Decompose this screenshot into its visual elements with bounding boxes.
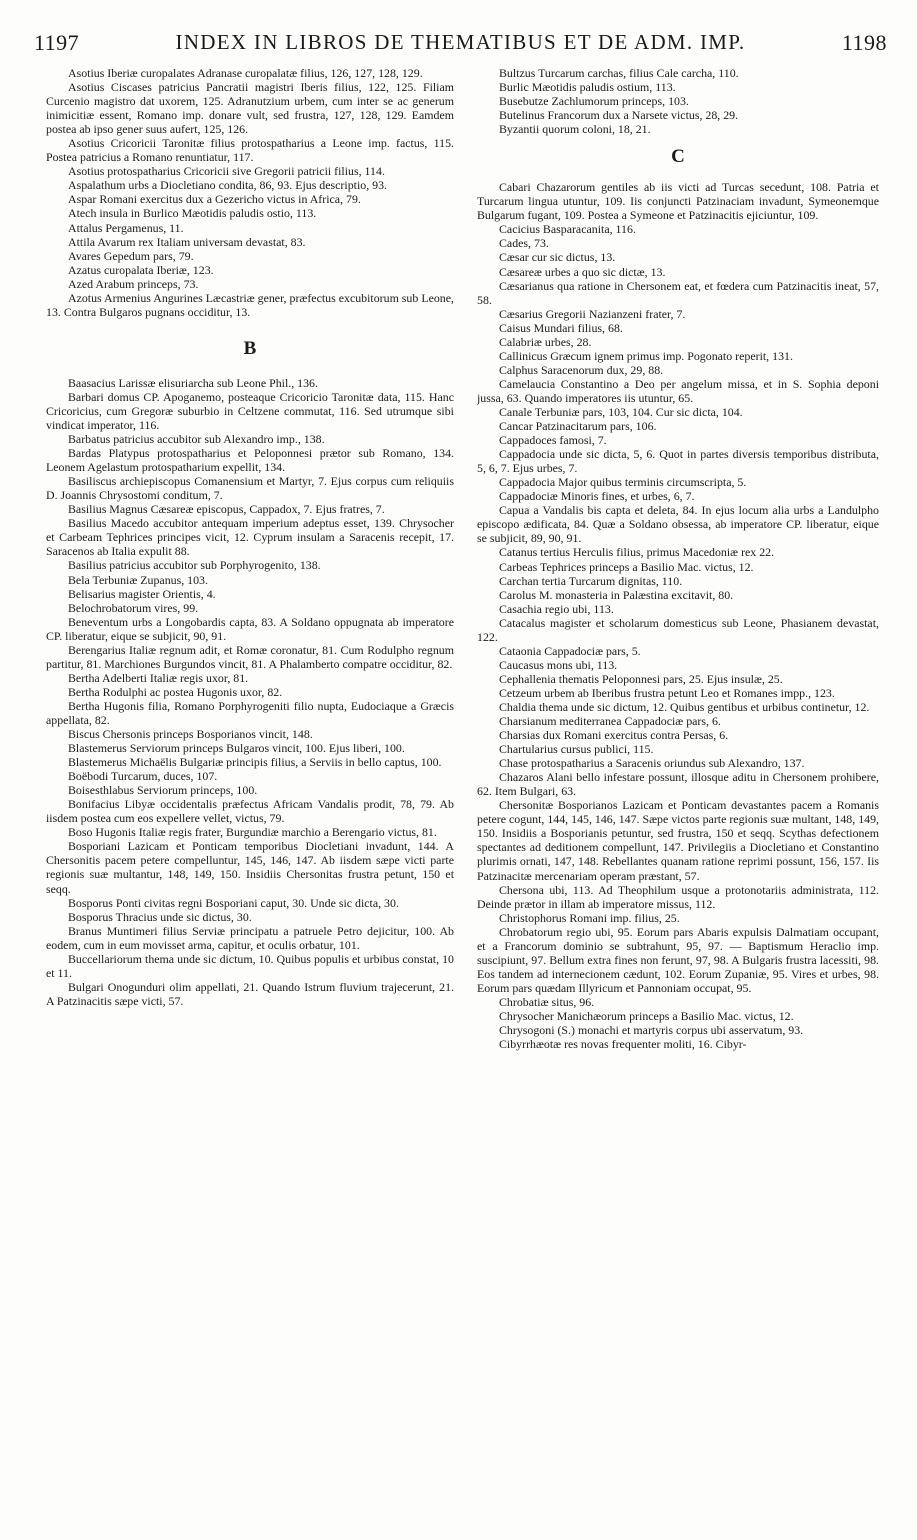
index-entry: Chrobatiæ situs, 96. [499, 994, 595, 1009]
index-entry: Cephallenia thematis Peloponnesi pars, 25. Ejus insulæ, 25. [499, 671, 783, 686]
index-entry: Calphus Saracenorum dux, 29, 88. [499, 362, 664, 377]
index-entry: Basilius patricius accubitor sub Porphyrogenito, 138. [68, 558, 321, 573]
index-entry: Blastemerus Serviorum princeps Bulgaros vincit, 100. Ejus liberi, 100. [68, 741, 405, 756]
index-entry: Cæsarianus qua ratione in Chersonem eat, et fœdera cum Patzinacitis ineat, 57, 58. [477, 278, 879, 307]
index-entry: Butelinus Francorum dux a Narsete victus, 28, 29. [499, 108, 739, 123]
index-entry: Bulgari Onogunduri olim appellati, 21. Quando Istrum fluvium trajecerunt, 21. A Patzinacitis sæpe victi, 57. [46, 979, 454, 1008]
index-entry: Chartularius cursus publici, 115. [499, 742, 654, 757]
index-entry: Cæsareæ urbes a quo sic dictæ, 13. [499, 264, 666, 279]
index-entry: Avares Gepedum pars, 79. [68, 248, 194, 263]
index-entry: Chrysogoni (S.) monachi et martyris corpus ubi asservatum, 93. [499, 1023, 804, 1038]
entries-b [46, 376, 454, 1008]
index-entry: Burlic Mæotidis paludis ostium, 113. [499, 80, 676, 95]
index-entry: Chazaros Alani bello infestare possunt, illosque aditu in Chersonem prohibere, 62. Item Bulgari, 63. [477, 770, 879, 799]
index-entry: Catacalus magister et scholarum domesticus sub Leone, Phasianem devastat, 122. [477, 615, 879, 644]
index-entry: Catanus tertius Herculis filius, primus Macedoniæ rex 22. [499, 545, 775, 560]
index-entry: Asotius Ciscases patricius Pancratii magistri Iberis filius, 122, 125. Filiam Curcenio magistro dat uxorem, 125. Adranutzium urbem, cum inter se ac generum inimicitiæ essent, Romano imp. donare vult, sed frustra, 127, 128, 129. Eamdem postea ab ipso gener suus aufert, 125, 126. [46, 80, 454, 137]
page-header [34, 30, 887, 60]
index-entry: Cancar Patzinacitarum pars, 106. [499, 419, 657, 434]
index-entry: Cacicius Basparacanita, 116. [499, 222, 636, 237]
index-entry: Carbeas Tephrices princeps a Basilio Mac. victus, 12. [499, 559, 754, 574]
page-number-right: 1198 [841, 30, 887, 55]
index-entry: Caisus Mundari filius, 68. [499, 320, 623, 335]
index-entry: Bultzus Turcarum carchas, filius Cale carcha, 110. [499, 66, 739, 80]
index-entry: Capua a Vandalis bis capta et deleta, 84. In ejus locum alia urbs a Landulpho episcopo ædificata, 84. Quæ a Soldano obsessa, ab imperatore CP. liberatur, eique se subjicit, 89, 90, 91. [477, 503, 879, 546]
index-entry: Casachia regio ubi, 113. [499, 601, 614, 616]
index-entry: Bosporus Thracius unde sic dictus, 30. [68, 909, 252, 924]
index-entry: Azatus curopalata Iberiæ, 123. [68, 262, 214, 277]
index-entry: Chase protospatharius a Saracenis oriundus sub Alexandro, 137. [499, 756, 805, 771]
index-entry: Carolus M. monasteria in Palæstina excitavit, 80. [499, 587, 734, 602]
index-entry: Blastemerus Michaëlis Bulgariæ principis filius, a Serviis in bello captus, 100. [68, 755, 442, 770]
index-entry: Bosporiani Lazicam et Ponticam temporibus Diocletiani invadunt, 144. A Chersonitis pacem petere compelluntur, 145, 146, 147. Ab iisdem sæpe victi parte regionis suæ multantur, 148, 149, 150. Insidiis Chersonitas frustra petunt, 150 et seqq. [46, 839, 454, 896]
index-entry: Cappadocia Major quibus terminis circumscripta, 5. [499, 475, 747, 490]
entries-a-continued [46, 66, 454, 319]
index-entry: Byzantii quorum coloni, 18, 21. [499, 122, 651, 137]
index-entry: Aspalathum urbs a Diocletiano condita, 86, 93. Ejus descriptio, 93. [68, 178, 388, 193]
index-entry: Boso Hugonis Italiæ regis frater, Burgundiæ marchio a Berengario victus, 81. [68, 825, 437, 840]
index-entry: Cetzeum urbem ab Iberibus frustra petunt Leo et Romanes impp., 123. [499, 685, 835, 700]
index-entry: Bardas Platypus protospatharius et Peloponnesi prætor sub Romano, 134. Leonem Agelastum protospatharium expellit, 134. [46, 446, 454, 475]
index-entry: Chersonitæ Bosporianos Lazicam et Ponticam devastantes pacem a Romanis petere cogunt, 144, 145, 146, 147. Sæpe victos parte regionis suæ multant, 148, 149, 150. Insidiis a Bosporianis petuntur, sed frustra, 150 et seqq. Scythas defectionem spectantes ad deditionem compellunt, 147. Privilegiis a Diocletiano et Constantino plurimis ornati, 147, 148. Rebellantes quanam ratione reprimi possunt, 156, 157. Iis Patzinacitæ mercenariam operam præstant, 57. [477, 798, 879, 883]
index-entry: Baasacius Larissæ elisuriarcha sub Leone Phil., 136. [68, 375, 318, 390]
index-entry: Calabriæ urbes, 28. [499, 334, 592, 349]
index-entry: Asotius Iberiæ curopalates Adranase curopalatæ filius, 126, 127, 128, 129. [68, 66, 423, 80]
index-entry: Attila Avarum rex Italiam universam devastat, 83. [68, 234, 306, 249]
index-entry: Charsias dux Romani exercitus contra Persas, 6. [499, 728, 729, 743]
index-entry: Cades, 73. [499, 236, 549, 251]
index-entry: Basilius Macedo accubitor antequam imperium adeptus esset, 139. Chrysocher et Carbeam Tephrices principes vicit, 12. Cyprum insulam a Saracenis recepit, 17. Saracenos ab Italia expulit 88. [46, 516, 454, 559]
index-entry: Callinicus Græcum ignem primus imp. Pogonato reperit, 131. [499, 348, 793, 363]
index-entry: Attalus Pergamenus, 11. [68, 220, 184, 235]
index-entry: Busebutze Zachlumorum princeps, 103. [499, 94, 689, 109]
index-entry: Bonifacius Libyæ occidentalis præfectus Africam Vandalis prodit, 78, 79. Ab iisdem postea cum eos expellere vellet, victus, 79. [46, 797, 454, 826]
index-entry: Bertha Hugonis filia, Romano Porphyrogeniti filio nupta, Eudociaque a Græcis appellata, 82. [46, 698, 454, 727]
index-entry: Cibyrrhæotæ res novas frequenter moliti, 16. Cibyr- [499, 1037, 747, 1052]
index-entry: Belisarius magister Orientis, 4. [68, 586, 216, 601]
section-letter-c: C [671, 146, 685, 168]
entries-b-continued [477, 66, 879, 136]
index-entry: Azed Arabum princeps, 73. [68, 276, 199, 291]
right-column [477, 66, 879, 1512]
index-entry: Cabari Chazarorum gentiles ab iis victi ad Turcas secedunt, 108. Patria et Turcarum lingua utuntur, 109. Iis conjuncti Patzinaciam invadunt, Symeonemque Bulgarum fugant, 109. Postea a Symeone et Patzinacitis ejiciuntur, 109. [477, 180, 879, 223]
index-entry: Asotius protospatharius Cricoricii sive Gregorii patricii filius, 114. [68, 164, 385, 179]
index-entry: Basiliscus archiepiscopus Comanensium et Martyr, 7. Ejus corpus cum reliquiis D. Joannis Chrysostomi conditum, 7. [46, 474, 454, 503]
index-entry: Barbatus patricius accubitor sub Alexandro imp., 138. [68, 432, 325, 447]
index-entry: Bertha Adelberti Italiæ regis uxor, 81. [68, 670, 249, 685]
index-entry: Charsianum mediterranea Cappadociæ pars, 6. [499, 714, 721, 729]
running-title: INDEX IN LIBROS DE THEMATIBUS ET DE ADM. IMP. [175, 30, 746, 54]
index-entry: Buccellariorum thema unde sic dictum, 10. Quibus populis et urbibus constat, 10 et 11. [46, 951, 454, 980]
index-entry: Chrysocher Manichæorum princeps a Basilio Mac. victus, 12. [499, 1009, 794, 1023]
index-entry: Belochrobatorum vires, 99. [68, 600, 199, 615]
index-entry: Azotus Armenius Angurines Læcastriæ gener, præfectus excubitorum sub Leone, 13. Contra Bulgaros pugnans occiditur, 13. [46, 290, 454, 319]
index-entry: Bela Terbuniæ Zupanus, 103. [68, 572, 208, 587]
index-entry: Canale Terbuniæ pars, 103, 104. Cur sic dicta, 104. [499, 404, 743, 419]
index-entry: Branus Muntimeri filius Serviæ principatu a patruele Petro dejicitur, 100. Ab eodem, cum in eum movisset arma, capitur, et oculis orbatur, 101. [46, 923, 454, 952]
section-letter-b: B [243, 337, 257, 359]
left-column [46, 66, 454, 1512]
index-entry: Cappadocia unde sic dicta, 5, 6. Quot in partes diversis temporibus distributa, 5, 6, 7. Ejus urbes, 7. [477, 447, 879, 476]
page-number-left: 1197 [34, 30, 80, 55]
index-entry: Christophorus Romani imp. filius, 25. [499, 910, 680, 925]
index-entry: Asotius Cricoricii Taronitæ filius protospatharius a Leone imp. factus, 115. Postea patricius a Romano renuntiatur, 117. [46, 136, 454, 165]
index-entry: Berengarius Italiæ regnum adit, et Romæ coronatur, 81. Cum Rodulpho regnum partitur, 81. Marchiones Burgundos vincit, 81. A Phalamberto compatre occiditur, 82. [46, 642, 454, 671]
index-entry: Atech insula in Burlico Mæotidis paludis ostio, 113. [68, 206, 317, 221]
index-entry: Cataonia Cappadociæ pars, 5. [499, 643, 641, 658]
index-entry: Bosporus Ponti civitas regni Bosporiani caput, 30. Unde sic dicta, 30. [68, 895, 399, 910]
index-entry: Caucasus mons ubi, 113. [499, 657, 618, 672]
index-entry: Cæsar cur sic dictus, 13. [499, 250, 616, 265]
index-entry: Boisesthlabus Serviorum princeps, 100. [68, 783, 258, 798]
entries-c [477, 180, 879, 1051]
index-entry: Cappadociæ Minoris fines, et urbes, 6, 7. [499, 489, 695, 504]
index-entry: Chaldia thema unde sic dictum, 12. Quibus gentibus et urbibus continetur, 12. [499, 699, 870, 714]
index-entry: Cæsarius Gregorii Nazianzeni frater, 7. [499, 306, 686, 321]
index-entry: Biscus Chersonis princeps Bosporianos vincit, 148. [68, 727, 313, 742]
index-entry: Basilius Magnus Cæsareæ episcopus, Cappadox, 7. Ejus fratres, 7. [68, 502, 385, 517]
index-entry: Camelaucia Constantino a Deo per angelum missa, et in S. Sophia deponi jussa, 63. Quando imperatores iis utuntur, 65. [477, 376, 879, 405]
index-entry: Beneventum urbs a Longobardis capta, 83. A Soldano oppugnata ab imperatore CP. liberatur, eique se subjicit, 90, 91. [46, 614, 454, 643]
index-entry: Barbari domus CP. Apoganemo, posteaque Cricoricio Taronitæ data, 115. Hanc Cricoricius, cum Gregoræ suburbio in Celtzene commutat, 116. Sed utrumque sibi vindicat imperator, 116. [46, 389, 454, 432]
index-entry: Chersona ubi, 113. Ad Theophilum usque a protonotariis administrata, 112. Deinde prætor in illam ab imperatore missus, 112. [477, 882, 879, 911]
index-entry: Cappadoces famosi, 7. [499, 433, 607, 448]
index-entry: Boëbodi Turcarum, duces, 107. [68, 769, 218, 784]
index-entry: Bertha Rodulphi ac postea Hugonis uxor, 82. [68, 684, 283, 699]
index-entry: Aspar Romani exercitus dux a Gezericho victus in Africa, 79. [68, 192, 361, 207]
index-entry: Chrobatorum regio ubi, 95. Eorum pars Abaris expulsis Dalmatiam occupant, et a Francorum dominio se subtrahunt, 95, 97. — Baptismum Heraclio imp. suscipiunt, 97. Bellum extra fines non ferunt, 97, 98. A Bulgaris frustra lacessiti, 98. Eos tandem ad internecionem cædunt, 102. Eorum Zupaniæ, 95. Vires et urbes, 98. Eorum pars quædam Illyricum et Pannoniam occupat, 95. [477, 924, 879, 995]
index-entry: Carchan tertia Turcarum dignitas, 110. [499, 573, 683, 588]
